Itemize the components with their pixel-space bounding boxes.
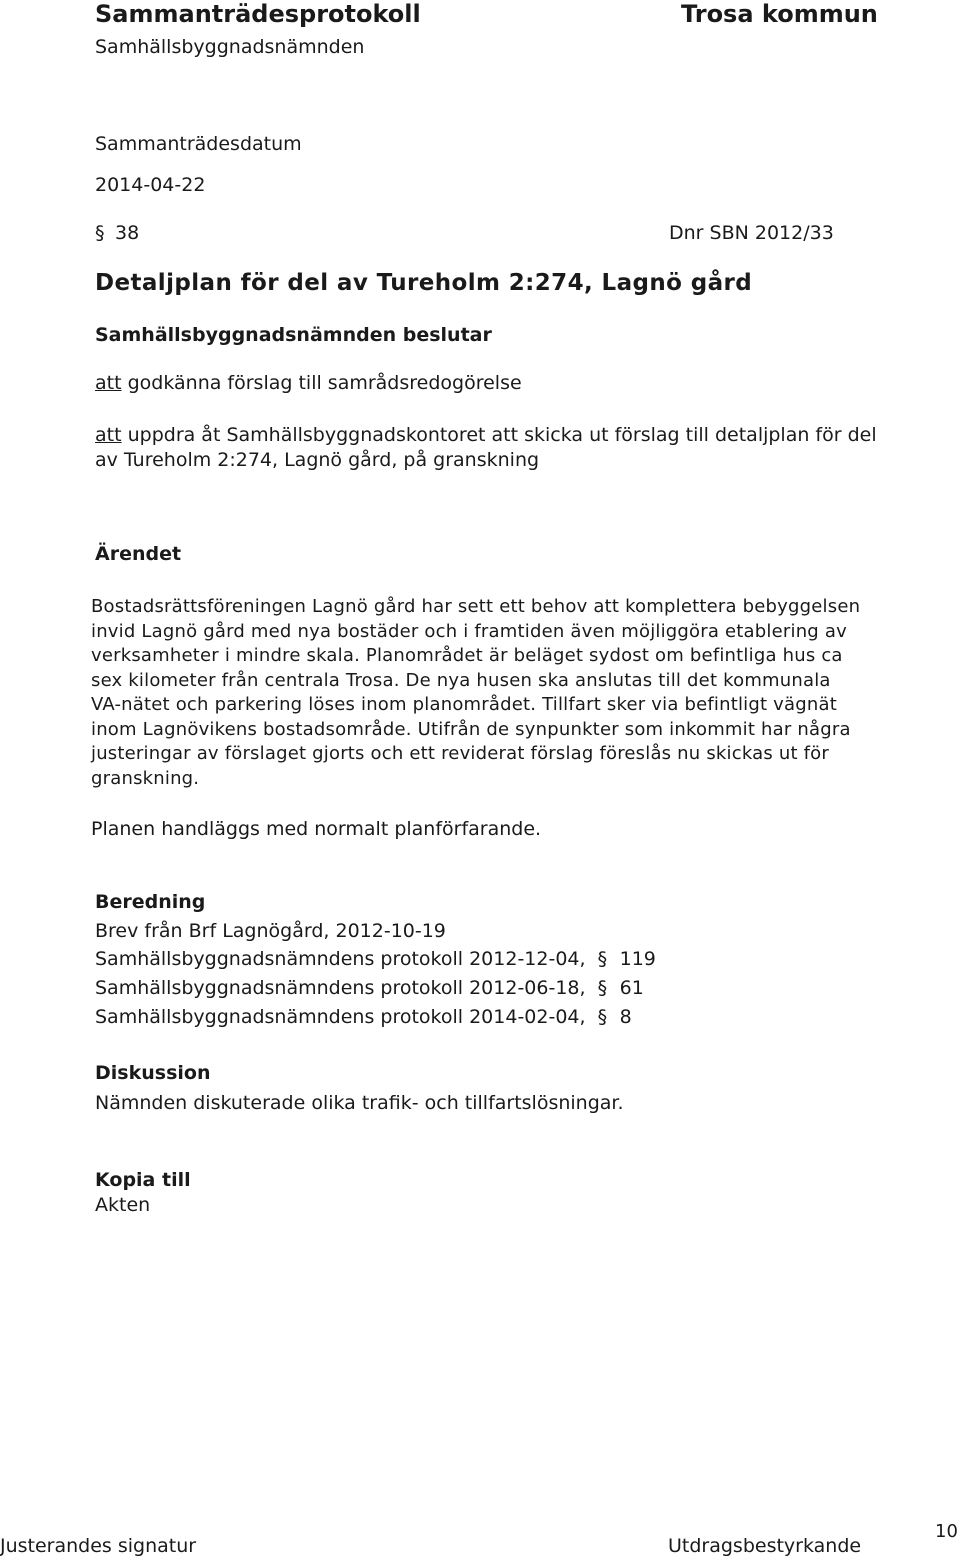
- section-mark: §: [597, 1006, 608, 1028]
- item-number: 38: [115, 222, 140, 244]
- kopia-heading: Kopia till: [95, 1169, 191, 1191]
- beredning-item-text: Brev från Brf Lagnögård, 2012-10-19: [95, 920, 446, 942]
- beredning-item-number: 119: [619, 948, 656, 970]
- beredning-item: [95, 948, 656, 970]
- certification-label: Utdragsbestyrkande: [668, 1535, 862, 1557]
- body-line: VA-nätet och parkering löses inom planområdet. Tillfart sker via befintligt vägnät: [91, 694, 837, 715]
- beredning-item-number: 61: [619, 977, 644, 999]
- body-line: justeringar av förslaget gjorts och ett reviderat förslag föreslås nu skickas ut för: [91, 743, 829, 764]
- decision-heading: Samhällsbyggnadsnämnden beslutar: [95, 324, 492, 346]
- section-mark: §: [597, 977, 608, 999]
- arendet-heading: Ärendet: [95, 543, 182, 565]
- signature-label: Justerandes signatur: [0, 1535, 197, 1557]
- arendet-body: [91, 595, 941, 791]
- meeting-date-label: Sammanträdesdatum: [95, 133, 302, 155]
- meeting-date: 2014-04-22: [95, 174, 206, 196]
- document-type: Sammanträdesprotokoll: [95, 0, 421, 28]
- decision-item: [95, 424, 877, 446]
- page-number: 10: [935, 1521, 958, 1542]
- decision-item: [95, 372, 522, 394]
- body-line: verksamheter i mindre skala. Planområdet är beläget sydost om befintliga hus ca: [91, 645, 843, 666]
- att-label: att: [95, 424, 122, 446]
- arendet-note: Planen handläggs med normalt planförfarande.: [91, 818, 542, 840]
- diskussion-heading: Diskussion: [95, 1062, 211, 1084]
- beredning-item-text: Samhällsbyggnadsnämndens protokoll 2014-02-04,: [95, 1006, 586, 1028]
- decision-item-text: godkänna förslag till samrådsredogörelse: [127, 372, 522, 394]
- body-line: inom Lagnövikens bostadsområde. Utifrån de synpunkter som inkommit har några: [91, 718, 851, 740]
- body-line: Bostadsrättsföreningen Lagnö gård har sett ett behov att komplettera bebyggelsen: [91, 596, 861, 617]
- att-label: att: [95, 372, 122, 394]
- diskussion-text: Nämnden diskuterade olika trafik- och tillfartslösningar.: [95, 1092, 624, 1114]
- body-line: granskning.: [91, 767, 200, 789]
- beredning-item-text: Samhällsbyggnadsnämndens protokoll 2012-06-18,: [95, 977, 586, 999]
- decision-item-continuation: av Tureholm 2:274, Lagnö gård, på granskning: [95, 449, 540, 471]
- beredning-item: [95, 977, 644, 999]
- decision-item-text: uppdra åt Samhällsbyggnadskontoret att skicka ut förslag till detaljplan för del: [127, 424, 877, 446]
- body-line: sex kilometer från centrala Trosa. De nya husen ska anslutas till det kommunala: [91, 669, 831, 691]
- case-reference: Dnr SBN 2012/33: [669, 222, 834, 244]
- committee-name: Samhällsbyggnadsnämnden: [95, 36, 365, 58]
- item-title: Detaljplan för del av Tureholm 2:274, Lagnö gård: [95, 270, 753, 296]
- item-number-line: [95, 222, 139, 244]
- beredning-item-number: 8: [619, 1006, 632, 1028]
- beredning-item: [95, 1006, 632, 1028]
- beredning-item: [95, 920, 446, 942]
- section-mark: §: [95, 222, 105, 244]
- beredning-heading: Beredning: [95, 891, 206, 913]
- body-line: invid Lagnö gård med nya bostäder och i framtiden även möjliggöra etablering av: [91, 620, 847, 642]
- section-mark: §: [597, 948, 608, 970]
- organization-name: Trosa kommun: [681, 0, 878, 28]
- kopia-text: Akten: [95, 1194, 151, 1216]
- beredning-item-text: Samhällsbyggnadsnämndens protokoll 2012-12-04,: [95, 948, 586, 970]
